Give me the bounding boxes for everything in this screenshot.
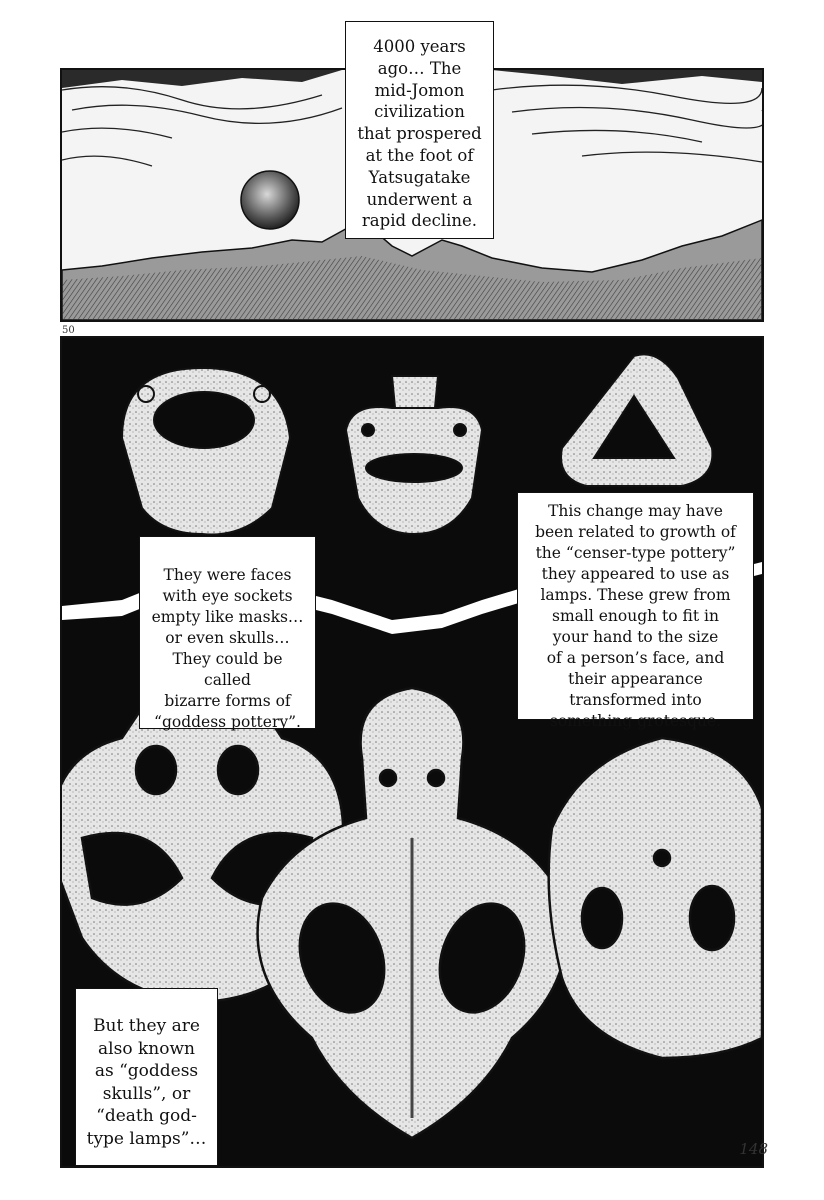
page-number: 148 [739,1140,768,1158]
caption-intro: 4000 years ago… The mid-Jomon civilization that prospered at the foot of Yatsugatake underwent a rapid decline. [345,21,494,239]
pottery-triangle-3 [561,354,712,486]
caption-censer-change: This change may have been related to growth of the “censer-type pottery” they appeared to use as lamps. These grew from small enough to fit in your hand to the size of a person’s face, and their appearance transformed into something grotesque. [517,492,754,720]
pottery-mask-lamp-6 [549,738,762,1058]
caption-faces: They were faces with eye sockets empty like masks… or even skulls… They could be called bizarre forms of “goddess pottery”. [139,536,316,729]
pottery-ring-1 [122,368,290,534]
pottery-vessel-2 [346,376,482,534]
panel-number: 50 [62,325,75,336]
caption-goddess-skulls: But they are also known as “goddess skulls”, or “death god- type lamps”… [75,988,218,1166]
